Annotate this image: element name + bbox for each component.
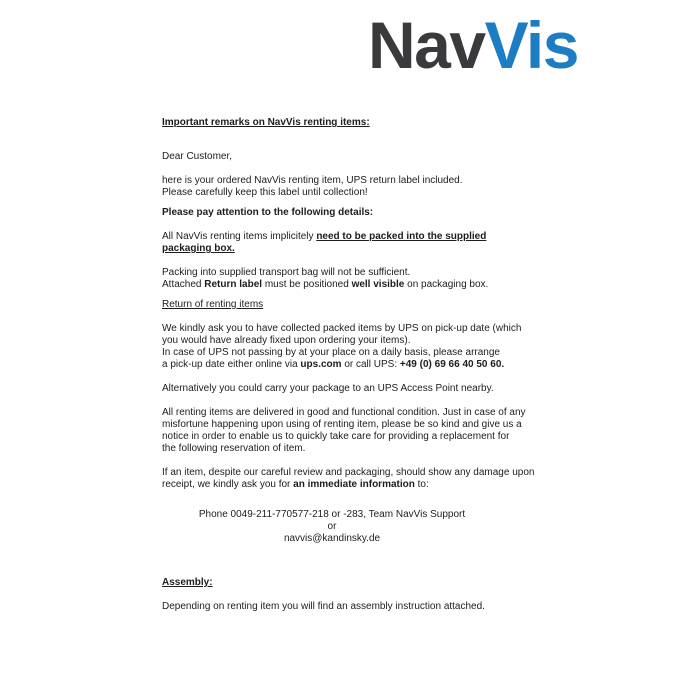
contact-block <box>162 509 502 545</box>
attention-heading <box>162 207 572 219</box>
text-line <box>162 521 502 533</box>
text-segment: must be positioned <box>262 279 352 290</box>
text-line <box>162 407 572 419</box>
text-segment: Attached <box>162 279 205 290</box>
intro-paragraph <box>162 175 572 199</box>
text-segment: Phone 0049-211-770577-218 or -283, Team NavVis Support <box>198 509 466 520</box>
text-segment: Important remarks on NavVis renting items: <box>162 117 370 128</box>
text-segment: packaging box. <box>162 243 235 254</box>
packing-note-paragraph <box>162 267 572 291</box>
text-segment: Dear Customer, <box>162 151 233 162</box>
pickup-paragraph <box>162 323 572 371</box>
text-line <box>162 267 572 279</box>
text-segment: Please pay attention to the following details: <box>162 207 374 218</box>
text-segment: well visible <box>351 279 405 290</box>
text-line <box>162 443 572 455</box>
text-line <box>162 383 572 395</box>
text-segment: need to be packed into the supplied <box>316 231 487 242</box>
text-line <box>162 359 572 371</box>
text-line <box>162 533 502 545</box>
text-line <box>162 431 572 443</box>
return-heading <box>162 299 572 311</box>
letter-body <box>162 117 572 613</box>
navvis-logo-text-dark: Nav <box>368 8 485 82</box>
text-line <box>162 419 572 431</box>
condition-paragraph <box>162 407 572 455</box>
text-line <box>162 117 572 129</box>
text-segment: +49 (0) 69 66 40 50 60. <box>399 359 505 370</box>
text-segment: notice in order to enable us to quickly take care for providing a replacement for <box>162 431 510 442</box>
text-line <box>162 279 572 291</box>
text-line <box>162 577 572 589</box>
text-line <box>162 509 502 521</box>
text-segment: In case of UPS not passing by at your place on a daily basis, please arrange <box>162 347 500 358</box>
text-segment: We kindly ask you to have collected packed items by UPS on pick-up date (which <box>162 323 522 334</box>
text-segment: Return label <box>204 279 263 290</box>
text-line <box>162 335 572 347</box>
text-line <box>162 243 572 255</box>
assembly-note-paragraph <box>162 601 572 613</box>
text-segment: Alternatively you could carry your package to an UPS Access Point nearby. <box>162 383 494 394</box>
text-segment: to: <box>414 479 429 490</box>
text-line <box>162 347 572 359</box>
access-point-paragraph <box>162 383 572 395</box>
text-line <box>162 207 572 219</box>
text-segment: Assembly: <box>162 577 213 588</box>
text-segment: here is your ordered NavVis renting item, UPS return label included. <box>162 175 463 186</box>
text-line <box>162 175 572 187</box>
text-segment: misfortune happening upon using of renting item, please be so kind and give us a <box>162 419 522 430</box>
text-line <box>162 231 572 243</box>
text-segment: All NavVis renting items implicitely <box>162 231 317 242</box>
text-line <box>162 479 572 491</box>
text-line <box>162 323 572 335</box>
text-line <box>162 467 572 479</box>
text-segment: ups.com <box>300 359 342 370</box>
text-segment: navvis@kandinsky.de <box>283 533 381 544</box>
salutation <box>162 151 572 163</box>
text-segment: All renting items are delivered in good and functional condition. Just in case of any <box>162 407 526 418</box>
text-line <box>162 299 572 311</box>
text-segment: or <box>327 521 337 532</box>
text-segment: Please carefully keep this label until collection! <box>162 187 368 198</box>
title <box>162 117 572 129</box>
text-segment: Packing into supplied transport bag will not be sufficient. <box>162 267 411 278</box>
packing-rule-paragraph <box>162 231 572 255</box>
text-segment: Return of renting items <box>162 299 264 310</box>
text-segment: or call UPS: <box>341 359 400 370</box>
text-segment: on packaging box. <box>404 279 489 290</box>
text-segment: you would have already fixed upon ordering your items). <box>162 335 411 346</box>
damage-paragraph <box>162 467 572 491</box>
text-segment: Depending on renting item you will find an assembly instruction attached. <box>162 601 485 612</box>
text-segment: an immediate information <box>293 479 415 490</box>
text-line <box>162 601 572 613</box>
assembly-heading <box>162 577 572 589</box>
text-segment: the following reservation of item. <box>162 443 306 454</box>
text-segment: receipt, we kindly ask you for <box>162 479 294 490</box>
text-segment: If an item, despite our careful review and packaging, should show any damage upon <box>162 467 535 478</box>
text-line <box>162 187 572 199</box>
navvis-logo <box>368 8 578 82</box>
text-segment: a pick-up date either online via <box>162 359 301 370</box>
navvis-logo-text-blue: Vis <box>484 8 578 82</box>
text-line <box>162 151 572 163</box>
